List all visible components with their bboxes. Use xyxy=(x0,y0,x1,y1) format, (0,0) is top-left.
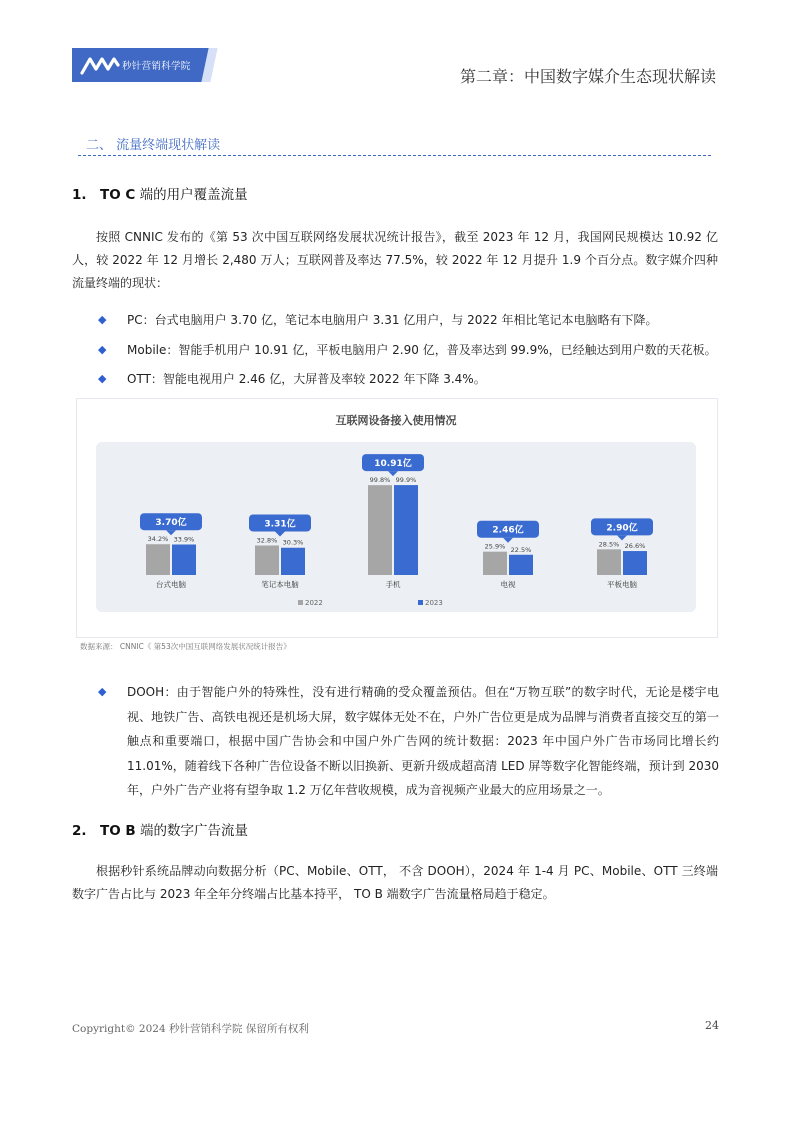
footer-copyright: Copyright© 2024 秒针营销科学院 保留所有权利 xyxy=(72,1023,309,1035)
paragraph-to-b: 根据秒针系统品牌动向数据分析（PC、Mobile、OTT， 不含 DOOH），2024 年 1-4 月 PC、Mobile、OTT 三终端数字广告占比与 2023 年全年分终端占比基本持平， TO B 端数字广告流量格局趋于稳定。 xyxy=(72,864,718,901)
legend-label-2023: 2023 xyxy=(425,599,443,607)
bullet-text: DOOH：由于智能户外的特殊性，没有进行精确的受众覆盖预估。但在“万物互联”的数字时代，无论是楼宇电视、地铁广告、高铁电视还是机场大屏，数字媒体无处不在，户外广告位更是成为品牌与消费者直接交互的第一触点和重要端口，根据中国广告协会和中国户外广告网的统计数据：2023 年中国户外广告市场同比增长约 11.01%，随着线下各种广告位设备不断以旧换新、更新升级成超高清 LED 屏等数字化智能终端，预计到 2030 年，户外广告产业将有望争取 1.2 万亿年营收规模，成为音视频产业最大的应用场景之一。 xyxy=(127,685,719,797)
page-number: 24 xyxy=(705,1019,719,1032)
data-label-2023: 22.5% xyxy=(510,545,532,554)
diamond-bullet-icon: ◆ xyxy=(98,343,107,356)
callout-label: 2.46亿 xyxy=(492,525,524,536)
category-label: 台式电脑 xyxy=(156,580,186,589)
section-divider xyxy=(78,155,711,156)
callout-label: 10.91亿 xyxy=(374,459,412,470)
chapter-title: 第二章：中国数字媒介生态现状解读 xyxy=(459,67,716,86)
legend-swatch-2022 xyxy=(298,600,303,605)
category-label: 平板电脑 xyxy=(607,580,637,589)
data-label-2022: 25.9% xyxy=(484,542,506,551)
diamond-bullet-icon: ◆ xyxy=(98,685,107,698)
legend-swatch-2023 xyxy=(418,600,423,605)
bar-2022 xyxy=(146,544,170,575)
legend-label-2022: 2022 xyxy=(305,599,323,607)
diamond-bullet-icon: ◆ xyxy=(98,372,107,385)
heading-bold: TO C xyxy=(100,187,136,203)
heading-to-b xyxy=(72,819,248,839)
bar-2023 xyxy=(394,485,418,575)
heading-number: 1. xyxy=(72,187,87,203)
data-label-2022: 99.8% xyxy=(369,476,391,485)
paragraph-cnnic: 按照 CNNIC 发布的《第 53 次中国互联网络发展状况统计报告》，截至 2023 年 12 月，我国网民规模达 10.92 亿人，较 2022 年 12 月增长 2,480 万人；互联网普及率达 77.5%，较 2022 年 12 月提升 1.9 个百分点。数字媒介四种流量终端的现状： xyxy=(72,230,718,290)
data-label-2023: 26.6% xyxy=(624,542,646,551)
data-label-2022: 28.5% xyxy=(598,540,620,549)
callout-label: 3.31亿 xyxy=(264,519,296,530)
bar-2022 xyxy=(368,485,392,575)
category-label: 电视 xyxy=(500,580,516,589)
data-label-2023: 99.9% xyxy=(395,476,417,485)
bullet-text: Mobile：智能手机用户 10.91 亿，平板电脑用户 2.90 亿，普及率达到 99.9%，已经触达到用户数的天花板。 xyxy=(127,343,717,357)
bullet-text: OTT：智能电视用户 2.46 亿，大屏普及率较 2022 年下降 3.4%。 xyxy=(127,372,486,386)
bar-2023 xyxy=(172,544,196,575)
section-title: 二、 流量终端现状解读 xyxy=(86,138,221,153)
bar-2022 xyxy=(255,545,279,575)
callout-label: 3.70亿 xyxy=(155,518,187,529)
bar-chart xyxy=(76,398,716,636)
heading-bold: TO B xyxy=(100,823,136,839)
bar-2022 xyxy=(483,552,507,575)
data-label-2023: 30.3% xyxy=(282,538,304,547)
bar-2023 xyxy=(623,551,647,575)
heading-to-c xyxy=(72,183,248,203)
category-label: 笔记本电脑 xyxy=(261,580,299,589)
bar-2023 xyxy=(281,548,305,575)
heading-rest: 端的数字广告流量 xyxy=(135,823,248,839)
data-label-2022: 34.2% xyxy=(147,535,169,544)
brand-logo-icon xyxy=(80,53,120,77)
bar-2022 xyxy=(597,549,621,575)
diamond-bullet-icon: ◆ xyxy=(98,313,107,326)
callout-label: 2.90亿 xyxy=(606,523,638,534)
bar-2023 xyxy=(509,555,533,575)
category-label: 手机 xyxy=(385,580,401,589)
heading-rest: 端的用户覆盖流量 xyxy=(135,187,248,203)
data-label-2022: 32.8% xyxy=(256,536,278,545)
chart-title: 互联网设备接入使用情况 xyxy=(335,414,457,427)
logo-text: 秒针营销科学院 xyxy=(122,61,191,72)
chart-source-note: 数据来源： CNNIC《 第53次中国互联网络发展状况统计报告》 xyxy=(80,642,291,651)
data-label-2023: 33.9% xyxy=(173,535,195,544)
heading-number: 2. xyxy=(72,823,87,839)
bullet-text: PC：台式电脑用户 3.70 亿，笔记本电脑用户 3.31 亿用户，与 2022 年相比笔记本电脑略有下降。 xyxy=(127,313,658,327)
